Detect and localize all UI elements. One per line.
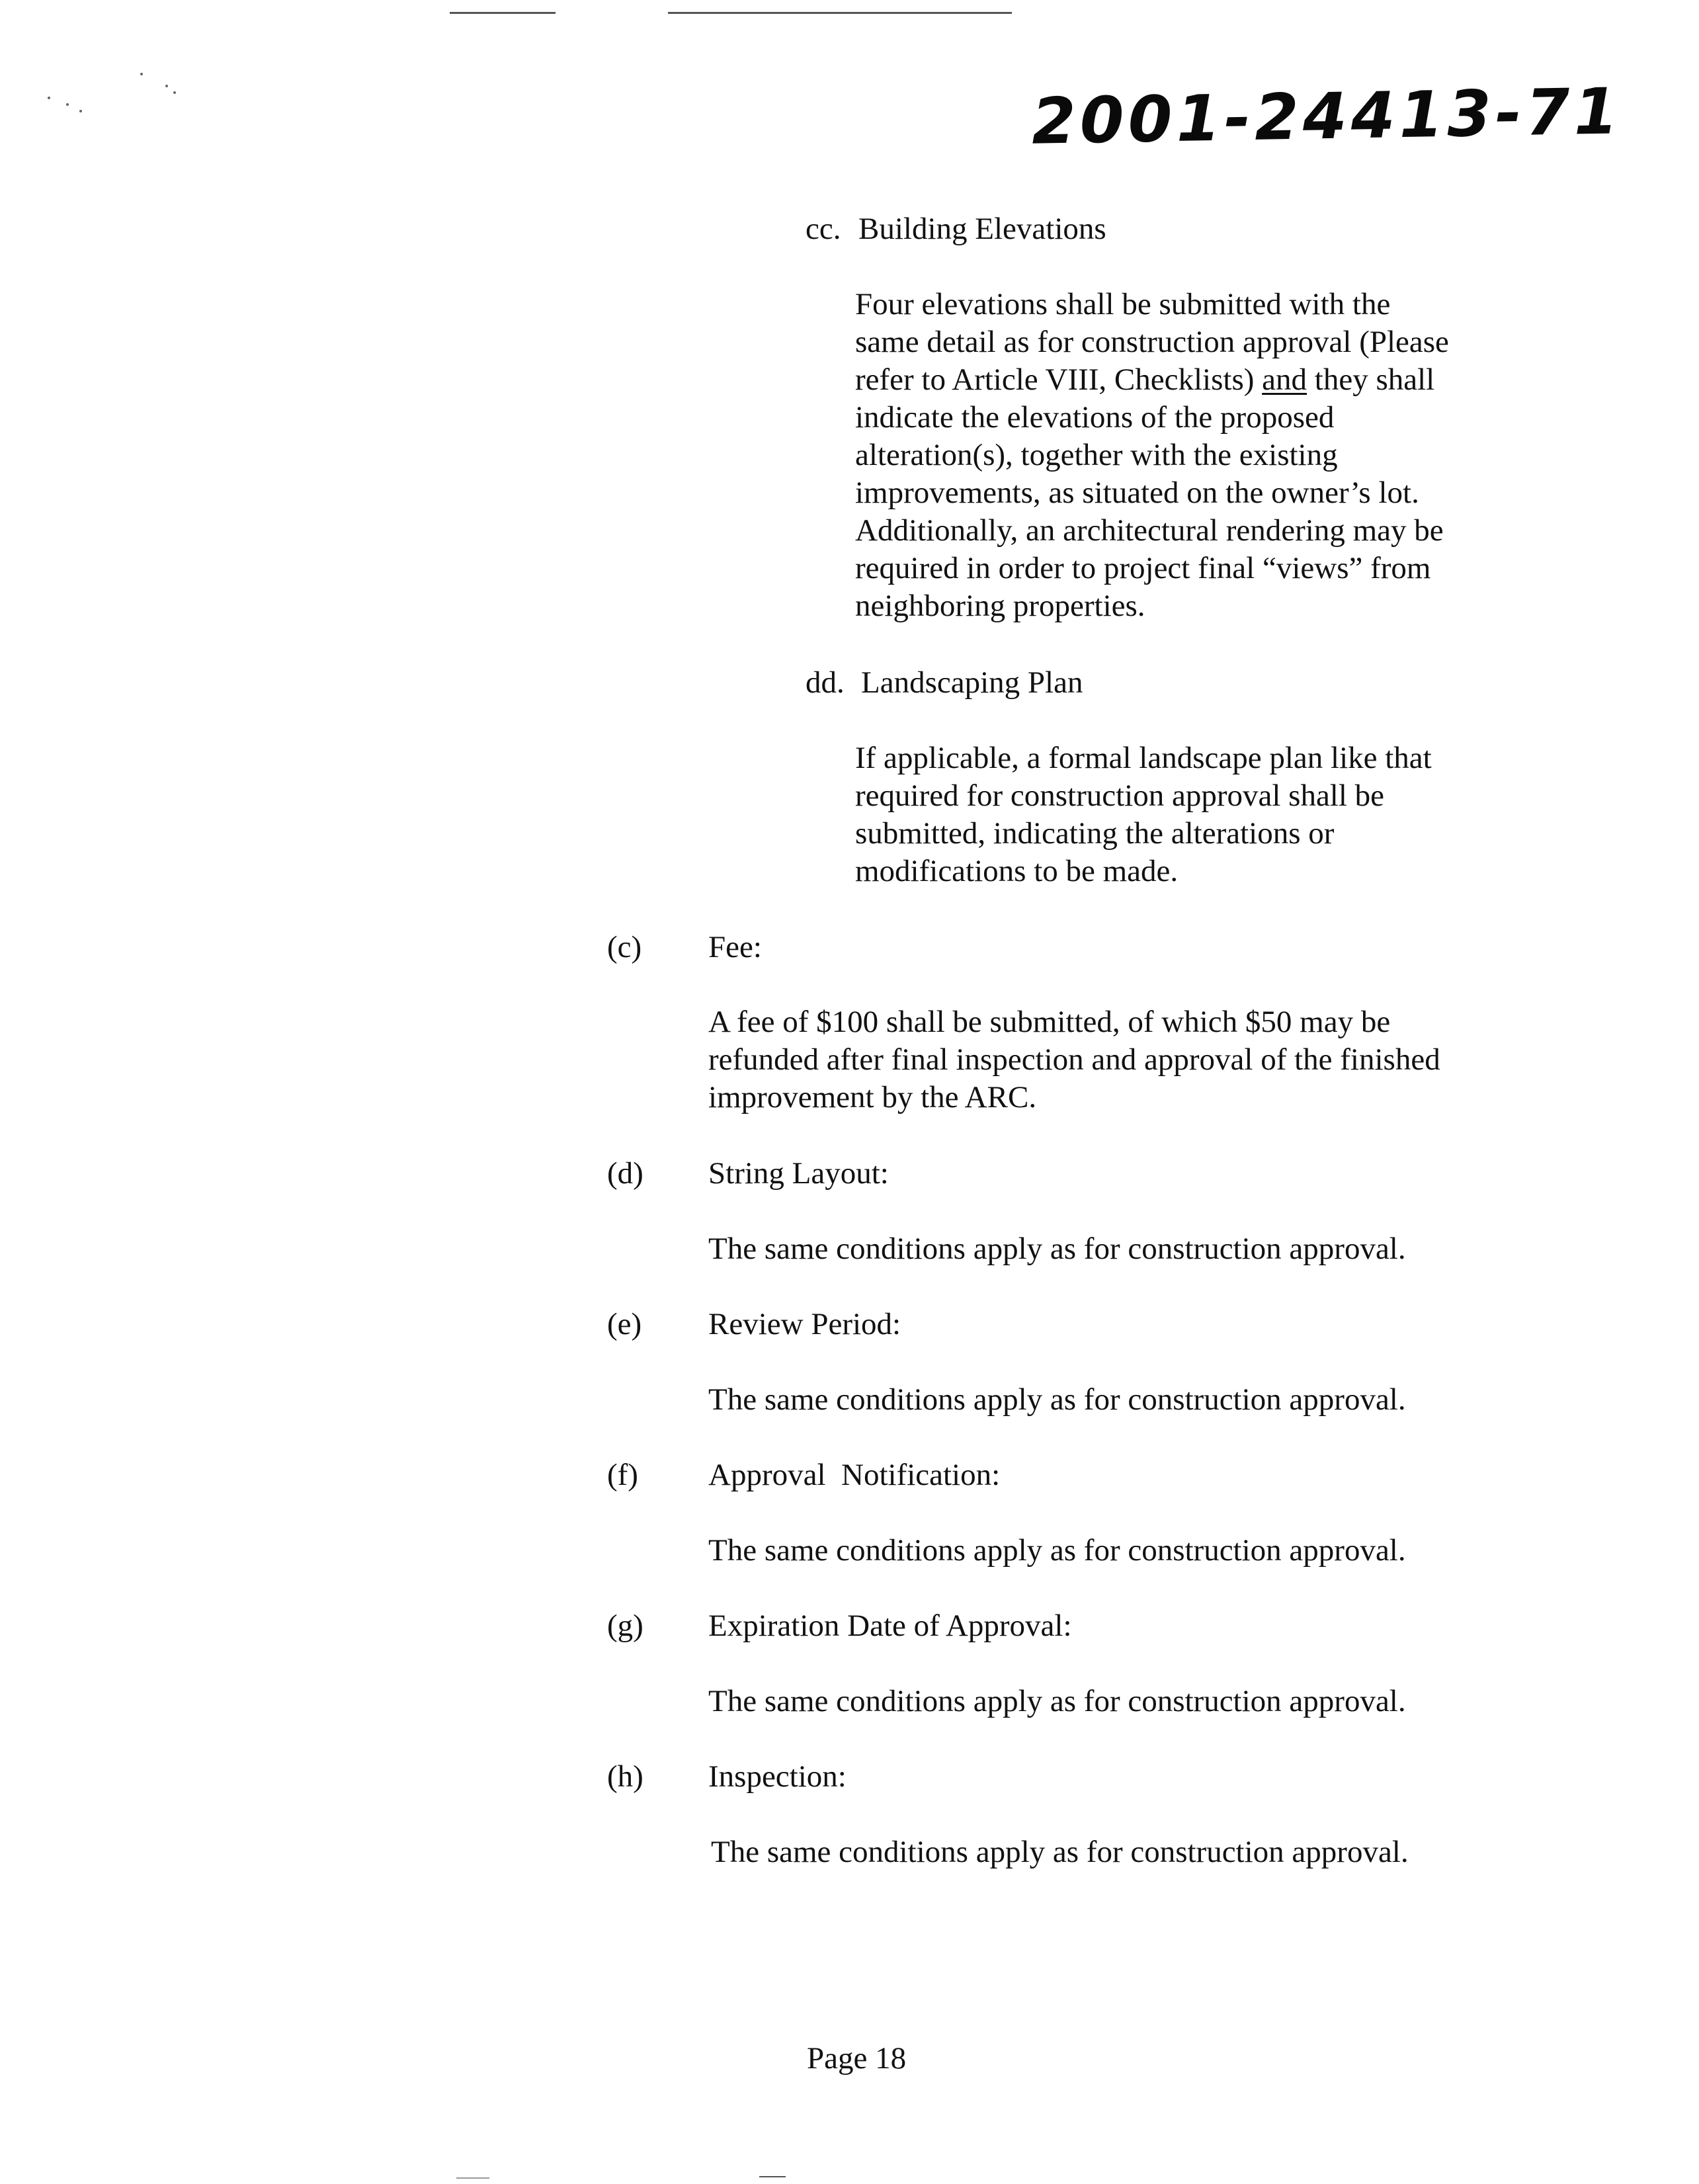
inspection-text: The same conditions apply as for construction approval. — [711, 1835, 1409, 1869]
page-number: Page 18 — [807, 2041, 907, 2076]
scan-artifact-line — [668, 12, 1012, 14]
paragraph-line: improvements, as situated on the owner’s lot. — [855, 476, 1419, 510]
item-heading-string-layout: String Layout: — [708, 1156, 889, 1191]
paragraph-line: indicate the elevations of the proposed — [855, 400, 1335, 435]
review-period-text: The same conditions apply as for construction approval. — [708, 1382, 1406, 1417]
underlined-word: and — [1262, 362, 1307, 397]
paragraph-line: refunded after final inspection and approval of the finished — [708, 1042, 1440, 1077]
paragraph-line: alteration(s), together with the existing — [855, 438, 1338, 472]
item-heading-expiration-date: Expiration Date of Approval: — [708, 1609, 1072, 1643]
paragraph-line: Four elevations shall be submitted with the — [855, 287, 1391, 321]
paragraph-line: modifications to be made. — [855, 854, 1179, 888]
handwritten-recording-number: 2001-24413-71 — [1031, 74, 1623, 159]
paragraph-line: submitted, indicating the alterations or — [855, 816, 1335, 851]
scan-artifact-dot — [79, 110, 82, 112]
scan-artifact-line — [450, 12, 556, 14]
paragraph-line: required in order to project final “views” from — [855, 551, 1431, 585]
subsection-marker-dd: dd. — [806, 665, 845, 700]
subsection-title-landscaping-plan: Landscaping Plan — [861, 665, 1083, 700]
paragraph-line: required for construction approval shall be — [855, 778, 1385, 813]
item-marker-d: (d) — [607, 1156, 643, 1191]
approval-notification-text: The same conditions apply as for construction approval. — [708, 1533, 1406, 1568]
item-heading-approval-notification: Approval Notification: — [708, 1458, 1001, 1492]
building-elevations-paragraph — [855, 286, 1449, 625]
scan-artifact-line — [456, 2177, 489, 2179]
item-marker-g: (g) — [607, 1609, 643, 1643]
fee-paragraph — [708, 1003, 1440, 1116]
string-layout-text: The same conditions apply as for construction approval. — [708, 1232, 1406, 1266]
paragraph-line — [855, 361, 1449, 399]
line-text: they shall — [1307, 362, 1435, 397]
item-marker-c: (c) — [607, 930, 642, 964]
item-heading-review-period: Review Period: — [708, 1307, 901, 1341]
scan-artifact-dot — [165, 85, 168, 87]
item-heading-fee: Fee: — [708, 930, 762, 964]
landscaping-plan-paragraph — [855, 739, 1432, 890]
paragraph-line: If applicable, a formal landscape plan like that — [855, 741, 1432, 775]
line-text: refer to Article VIII, Checklists) — [855, 362, 1263, 397]
scan-artifact-dot — [66, 103, 69, 106]
paragraph-line: neighboring properties. — [855, 589, 1145, 623]
paragraph-line: A fee of $100 shall be submitted, of which $50 may be — [708, 1005, 1391, 1039]
subsection-title-building-elevations: Building Elevations — [858, 212, 1106, 246]
scan-artifact-dot — [48, 97, 50, 99]
scan-artifact-dot — [140, 73, 143, 75]
subsection-marker-cc: cc. — [806, 212, 841, 246]
scan-artifact-dot — [173, 91, 176, 94]
paragraph-line: same detail as for construction approval (Please — [855, 325, 1449, 359]
expiration-date-text: The same conditions apply as for construction approval. — [708, 1684, 1406, 1718]
item-marker-f: (f) — [607, 1458, 638, 1492]
item-marker-e: (e) — [607, 1307, 642, 1341]
item-marker-h: (h) — [607, 1759, 643, 1794]
paragraph-line: Additionally, an architectural rendering may be — [855, 513, 1444, 548]
paragraph-line: improvement by the ARC. — [708, 1080, 1037, 1114]
item-heading-inspection: Inspection: — [708, 1759, 847, 1794]
scan-artifact-line — [759, 2176, 786, 2177]
